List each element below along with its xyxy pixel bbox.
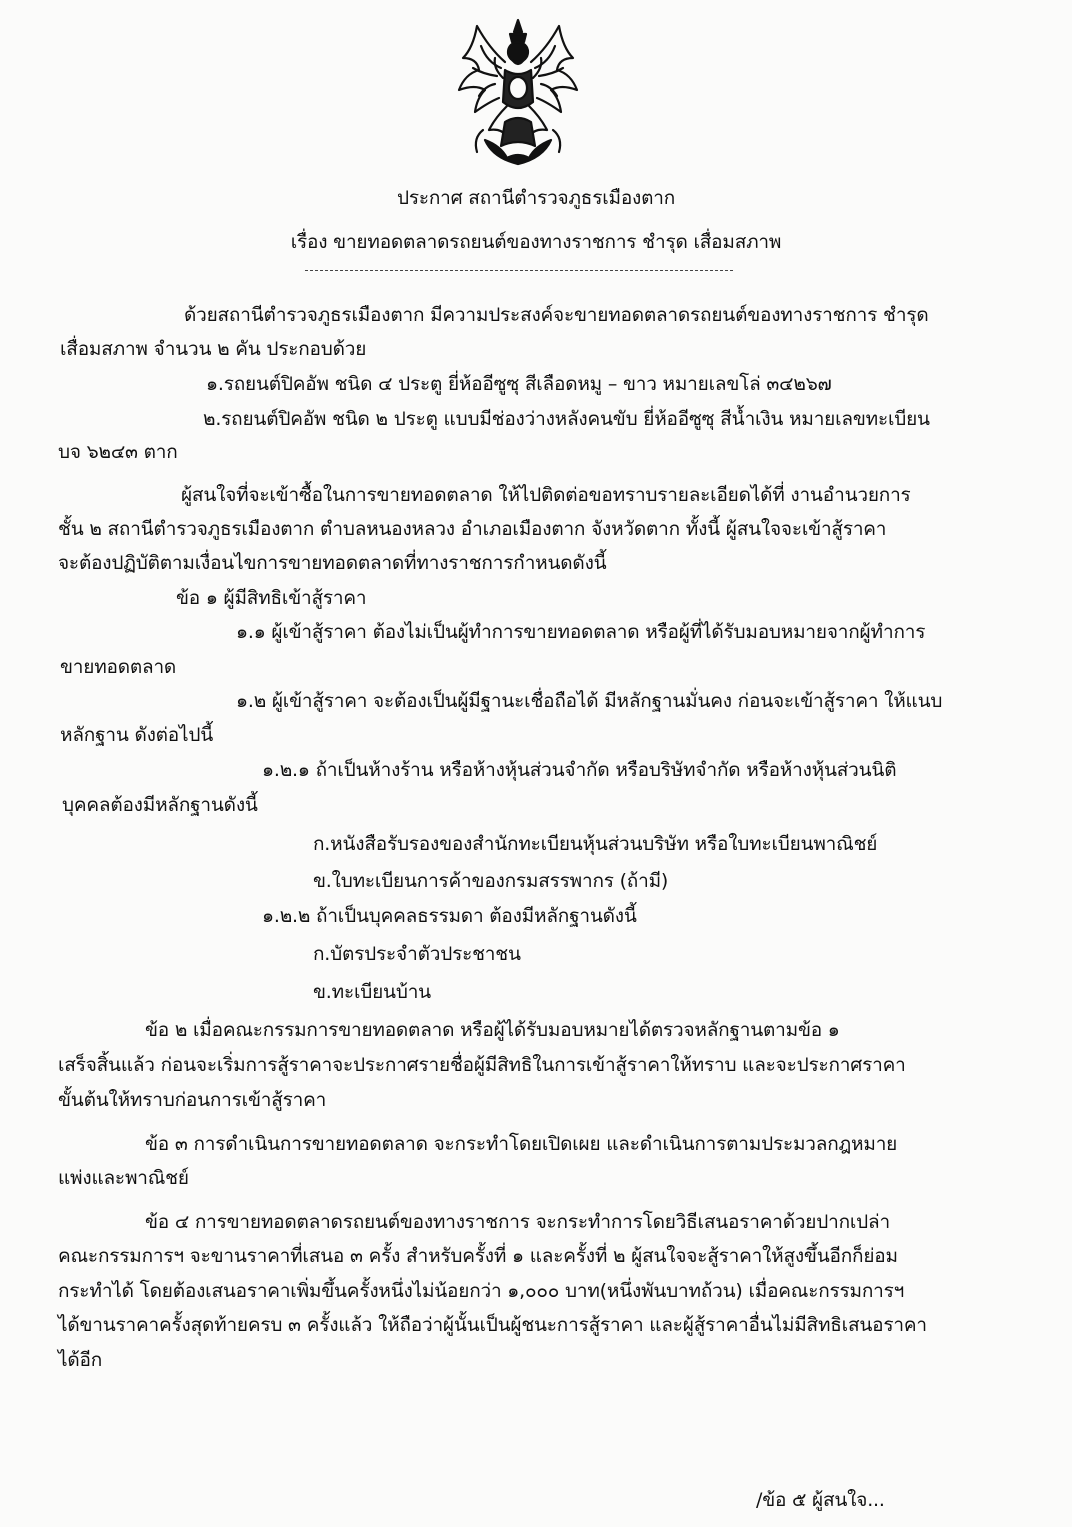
body-line: ก.หนังสือรับรองของสำนักทะเบียนหุ้นส่วนบริษัท หรือใบทะเบียนพาณิชย์ — [313, 833, 878, 855]
body-line: เสื่อมสภาพ จำนวน ๒ คัน ประกอบด้วย — [60, 338, 367, 360]
body-line: บจ ๖๒๔๓ ตาก — [58, 441, 178, 463]
body-line: ก.บัตรประจำตัวประชาชน — [313, 943, 521, 965]
body-line: หลักฐาน ดังต่อไปนี้ — [60, 724, 214, 746]
announcement-title: ประกาศ สถานีตำรวจภูธรเมืองตาก — [396, 187, 676, 209]
announcement-subject: เรื่อง ขายทอดตลาดรถยนต์ของทางราชการ ชำรุด เสื่อมสภาพ — [290, 231, 782, 253]
body-line: ข้อ ๑ ผู้มีสิทธิเข้าสู้ราคา — [176, 587, 367, 609]
body-line: ข.ใบทะเบียนการค้าของกรมสรรพากร (ถ้ามี) — [313, 870, 669, 892]
body-line: กระทำได้ โดยต้องเสนอราคาเพิ่มขึ้นครั้งหนึ่งไม่น้อยกว่า ๑,๐๐๐ บาท(หนึ่งพันบาทถ้วน) เมื่อคณะกรรมการฯ — [58, 1280, 905, 1302]
body-line: จะต้องปฏิบัติตามเงื่อนไขการขายทอดตลาดที่ทางราชการกำหนดดังนี้ — [58, 552, 607, 574]
body-line: ข้อ ๔ การขายทอดตลาดรถยนต์ของทางราชการ จะกระทำการโดยวิธีเสนอราคาด้วยปากเปล่า — [145, 1211, 890, 1233]
body-line: ได้ขานราคาครั้งสุดท้ายครบ ๓ ครั้งแล้ว ให้ถือว่าผู้นั้นเป็นผู้ชนะการสู้ราคา และผู้สู้ราคาอื่นไม่มีสิทธิเสนอราคา — [58, 1314, 927, 1336]
body-line: ๒.รถยนต์ปิคอัพ ชนิด ๒ ประตู แบบมีช่องว่างหลังคนขับ ยี่ห้ออีซูซุ สีน้ำเงิน หมายเลขทะเบียน — [203, 408, 930, 430]
body-line: เสร็จสิ้นแล้ว ก่อนจะเริ่มการสู้ราคาจะประกาศรายชื่อผู้มีสิทธิในการเข้าสู้ราคาให้ทราบ และจะประกาศราคา — [58, 1054, 906, 1076]
garuda-emblem-icon — [455, 18, 581, 166]
body-line: ผู้สนใจที่จะเข้าซื้อในการขายทอดตลาด ให้ไปติดต่อขอทราบรายละเอียดได้ที่ งานอำนวยการ — [181, 484, 911, 506]
body-line: ข้อ ๓ การดำเนินการขายทอดตลาด จะกระทำโดยเปิดเผย และดำเนินการตามประมวลกฎหมาย — [145, 1133, 898, 1155]
continuation-note: /ข้อ ๕ ผู้สนใจ... — [756, 1489, 885, 1511]
body-line: แพ่งและพาณิชย์ — [58, 1167, 189, 1189]
body-line: ๑.๒.๑ ถ้าเป็นห้างร้าน หรือห้างหุ้นส่วนจำกัด หรือบริษัทจำกัด หรือห้างหุ้นส่วนนิติ — [262, 759, 897, 781]
body-line: บุคคลต้องมีหลักฐานดังนี้ — [62, 794, 258, 816]
body-line: ข.ทะเบียนบ้าน — [313, 981, 431, 1003]
body-line: ๑.๒.๒ ถ้าเป็นบุคคลธรรมดา ต้องมีหลักฐานดังนี้ — [262, 905, 637, 927]
body-line: ขั้นต้นให้ทราบก่อนการเข้าสู้ราคา — [58, 1089, 327, 1111]
body-line: ได้อีก — [58, 1349, 103, 1371]
body-line: คณะกรรมการฯ จะขานราคาที่เสนอ ๓ ครั้ง สำหรับครั้งที่ ๑ และครั้งที่ ๒ ผู้สนใจจะสู้ราคาให้สูงขึ้นอีกก็ย่อม — [58, 1245, 898, 1267]
body-line: ชั้น ๒ สถานีตำรวจภูธรเมืองตาก ตำบลหนองหลวง อำเภอเมืองตาก จังหวัดตาก ทั้งนี้ ผู้สนใจจะเข้าสู้ราคา — [58, 518, 887, 540]
header-divider — [305, 270, 733, 271]
body-line: ด้วยสถานีตำรวจภูธรเมืองตาก มีความประสงค์จะขายทอดตลาดรถยนต์ของทางราชการ ชำรุด — [184, 304, 929, 326]
body-line: ๑.รถยนต์ปิคอัพ ชนิด ๔ ประตู ยี่ห้ออีซูซุ สีเลือดหมู – ขาว หมายเลขโล่ ๓๔๒๖๗ — [206, 373, 832, 395]
body-line: ๑.๑ ผู้เข้าสู้ราคา ต้องไม่เป็นผู้ทำการขายทอดตลาด หรือผู้ที่ได้รับมอบหมายจากผู้ทำการ — [236, 621, 926, 643]
body-line: ขายทอดตลาด — [60, 656, 177, 678]
body-line: ๑.๒ ผู้เข้าสู้ราคา จะต้องเป็นผู้มีฐานะเชื่อถือได้ มีหลักฐานมั่นคง ก่อนจะเข้าสู้ราคา ให้แนบ — [236, 690, 943, 712]
body-line: ข้อ ๒ เมื่อคณะกรรมการขายทอดตลาด หรือผู้ได้รับมอบหมายได้ตรวจหลักฐานตามข้อ ๑ — [145, 1019, 840, 1041]
